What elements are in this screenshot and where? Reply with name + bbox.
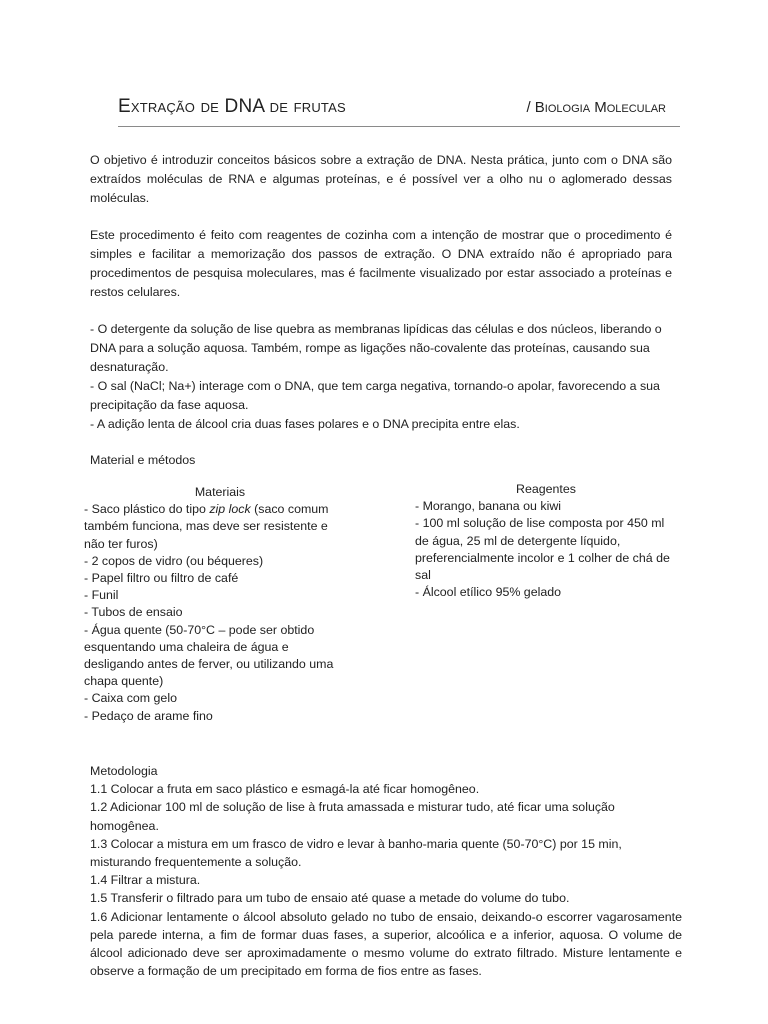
- page-header: [118, 96, 680, 127]
- list-item: [84, 501, 346, 553]
- step-item: 1.4 Filtrar a mistura.: [90, 873, 201, 888]
- step-item: 1.5 Transferir o filtrado para um tubo de ensaio até quase a metade do volume do tubo.: [90, 891, 570, 906]
- list-item: - Álcool etílico 95% gelado: [415, 585, 562, 600]
- materiais-column: [84, 484, 346, 725]
- document-subject: / Biologia Molecular: [526, 99, 666, 116]
- reagentes-column: [415, 481, 677, 601]
- list-item: - Morango, banana ou kiwi: [415, 499, 562, 514]
- list-item-italic: zip lock: [209, 502, 251, 517]
- list-item: - Tubos de ensaio: [84, 605, 183, 620]
- list-item-text: (saco comum também funciona, mas deve ser resistente e não ter furos): [84, 502, 329, 551]
- intro-paragraph-2: Este procedimento é feito com reagentes de cozinha com a intenção de mostrar que o procedimento é simples e facilitar a memorização dos passos de extração. O DNA extraído não é apropriado para procedimentos de pesquisa moleculares, mas é facilmente visualizado por estar associado a proteínas e restos celulares.: [90, 228, 672, 299]
- list-item: - O detergente da solução de lise quebra as membranas lipídicas das células e dos núcleos, liberando o DNA para a solução aquosa. Também, rompe as ligações não-covalente das proteínas, causando sua desnaturação.: [90, 322, 662, 374]
- list-item: - Funil: [84, 588, 119, 603]
- list-item: - 2 copos de vidro (ou béqueres): [84, 553, 264, 568]
- intro-paragraph-1: O objetivo é introduzir conceitos básicos sobre a extração de DNA. Nesta prática, junto com o DNA são extraídos moléculas de RNA e algumas proteínas, e é possível ver a olho nu o aglomerado dessas moléculas.: [90, 153, 672, 205]
- step-item: 1.1 Colocar a fruta em saco plástico e esmagá-la até ficar homogêneo.: [90, 782, 480, 797]
- list-item-text: - Saco plástico do tipo: [84, 502, 210, 517]
- step-item: 1.3 Colocar a mistura em um frasco de vidro e levar à banho-maria quente (50-70°C) por 15 min, misturando frequentemente a solução.: [90, 836, 622, 870]
- list-item: - Caixa com gelo: [84, 691, 177, 706]
- reagentes-title: Reagentes: [516, 482, 576, 496]
- metodologia-section: [90, 762, 682, 980]
- list-item: - Papel filtro ou filtro de café: [84, 571, 239, 586]
- list-item: - Pedaço de arame fino: [84, 708, 213, 723]
- step-item: 1.2 Adicionar 100 ml de solução de lise à fruta amassada e misturar tudo, até ficar uma solução homogênea.: [90, 800, 615, 833]
- list-item: - A adição lenta de álcool cria duas fases polares e o DNA precipita entre elas.: [90, 417, 520, 431]
- section-heading: Material e métodos: [90, 453, 196, 467]
- list-item: - O sal (NaCl; Na+) interage com o DNA, que tem carga negativa, tornando-o apolar, favorecendo a sua precipitação da fase aquosa.: [90, 379, 660, 412]
- materiais-title: Materiais: [194, 485, 246, 499]
- step-item: 1.6 Adicionar lentamente o álcool absoluto gelado no tubo de ensaio, deixando-o escorrer vagarosamente pela parede interna, a fim de formar duas fases, a superior, alcoólica e a inferior, aquosa. O volume de álcool adicionado deve ser aproximadamente o mesmo volume do extrato filtrado. Misture lentamente e observe a formação de um precipitado em forma de fios entre as fases.: [90, 909, 682, 979]
- metodologia-title: Metodologia: [90, 764, 158, 778]
- list-item: - 100 ml solução de lise composta por 450 ml de água, 25 ml de detergente líquido, preferencialmente incolor e 1 colher de chá de sal: [415, 516, 670, 583]
- mechanism-list: [90, 320, 672, 434]
- document-title: Extração de DNA de frutas: [118, 96, 346, 117]
- list-item: - Água quente (50-70°C – pode ser obtido esquentando uma chaleira de água e desligando antes de ferver, ou utilizando uma chapa quente): [84, 622, 334, 689]
